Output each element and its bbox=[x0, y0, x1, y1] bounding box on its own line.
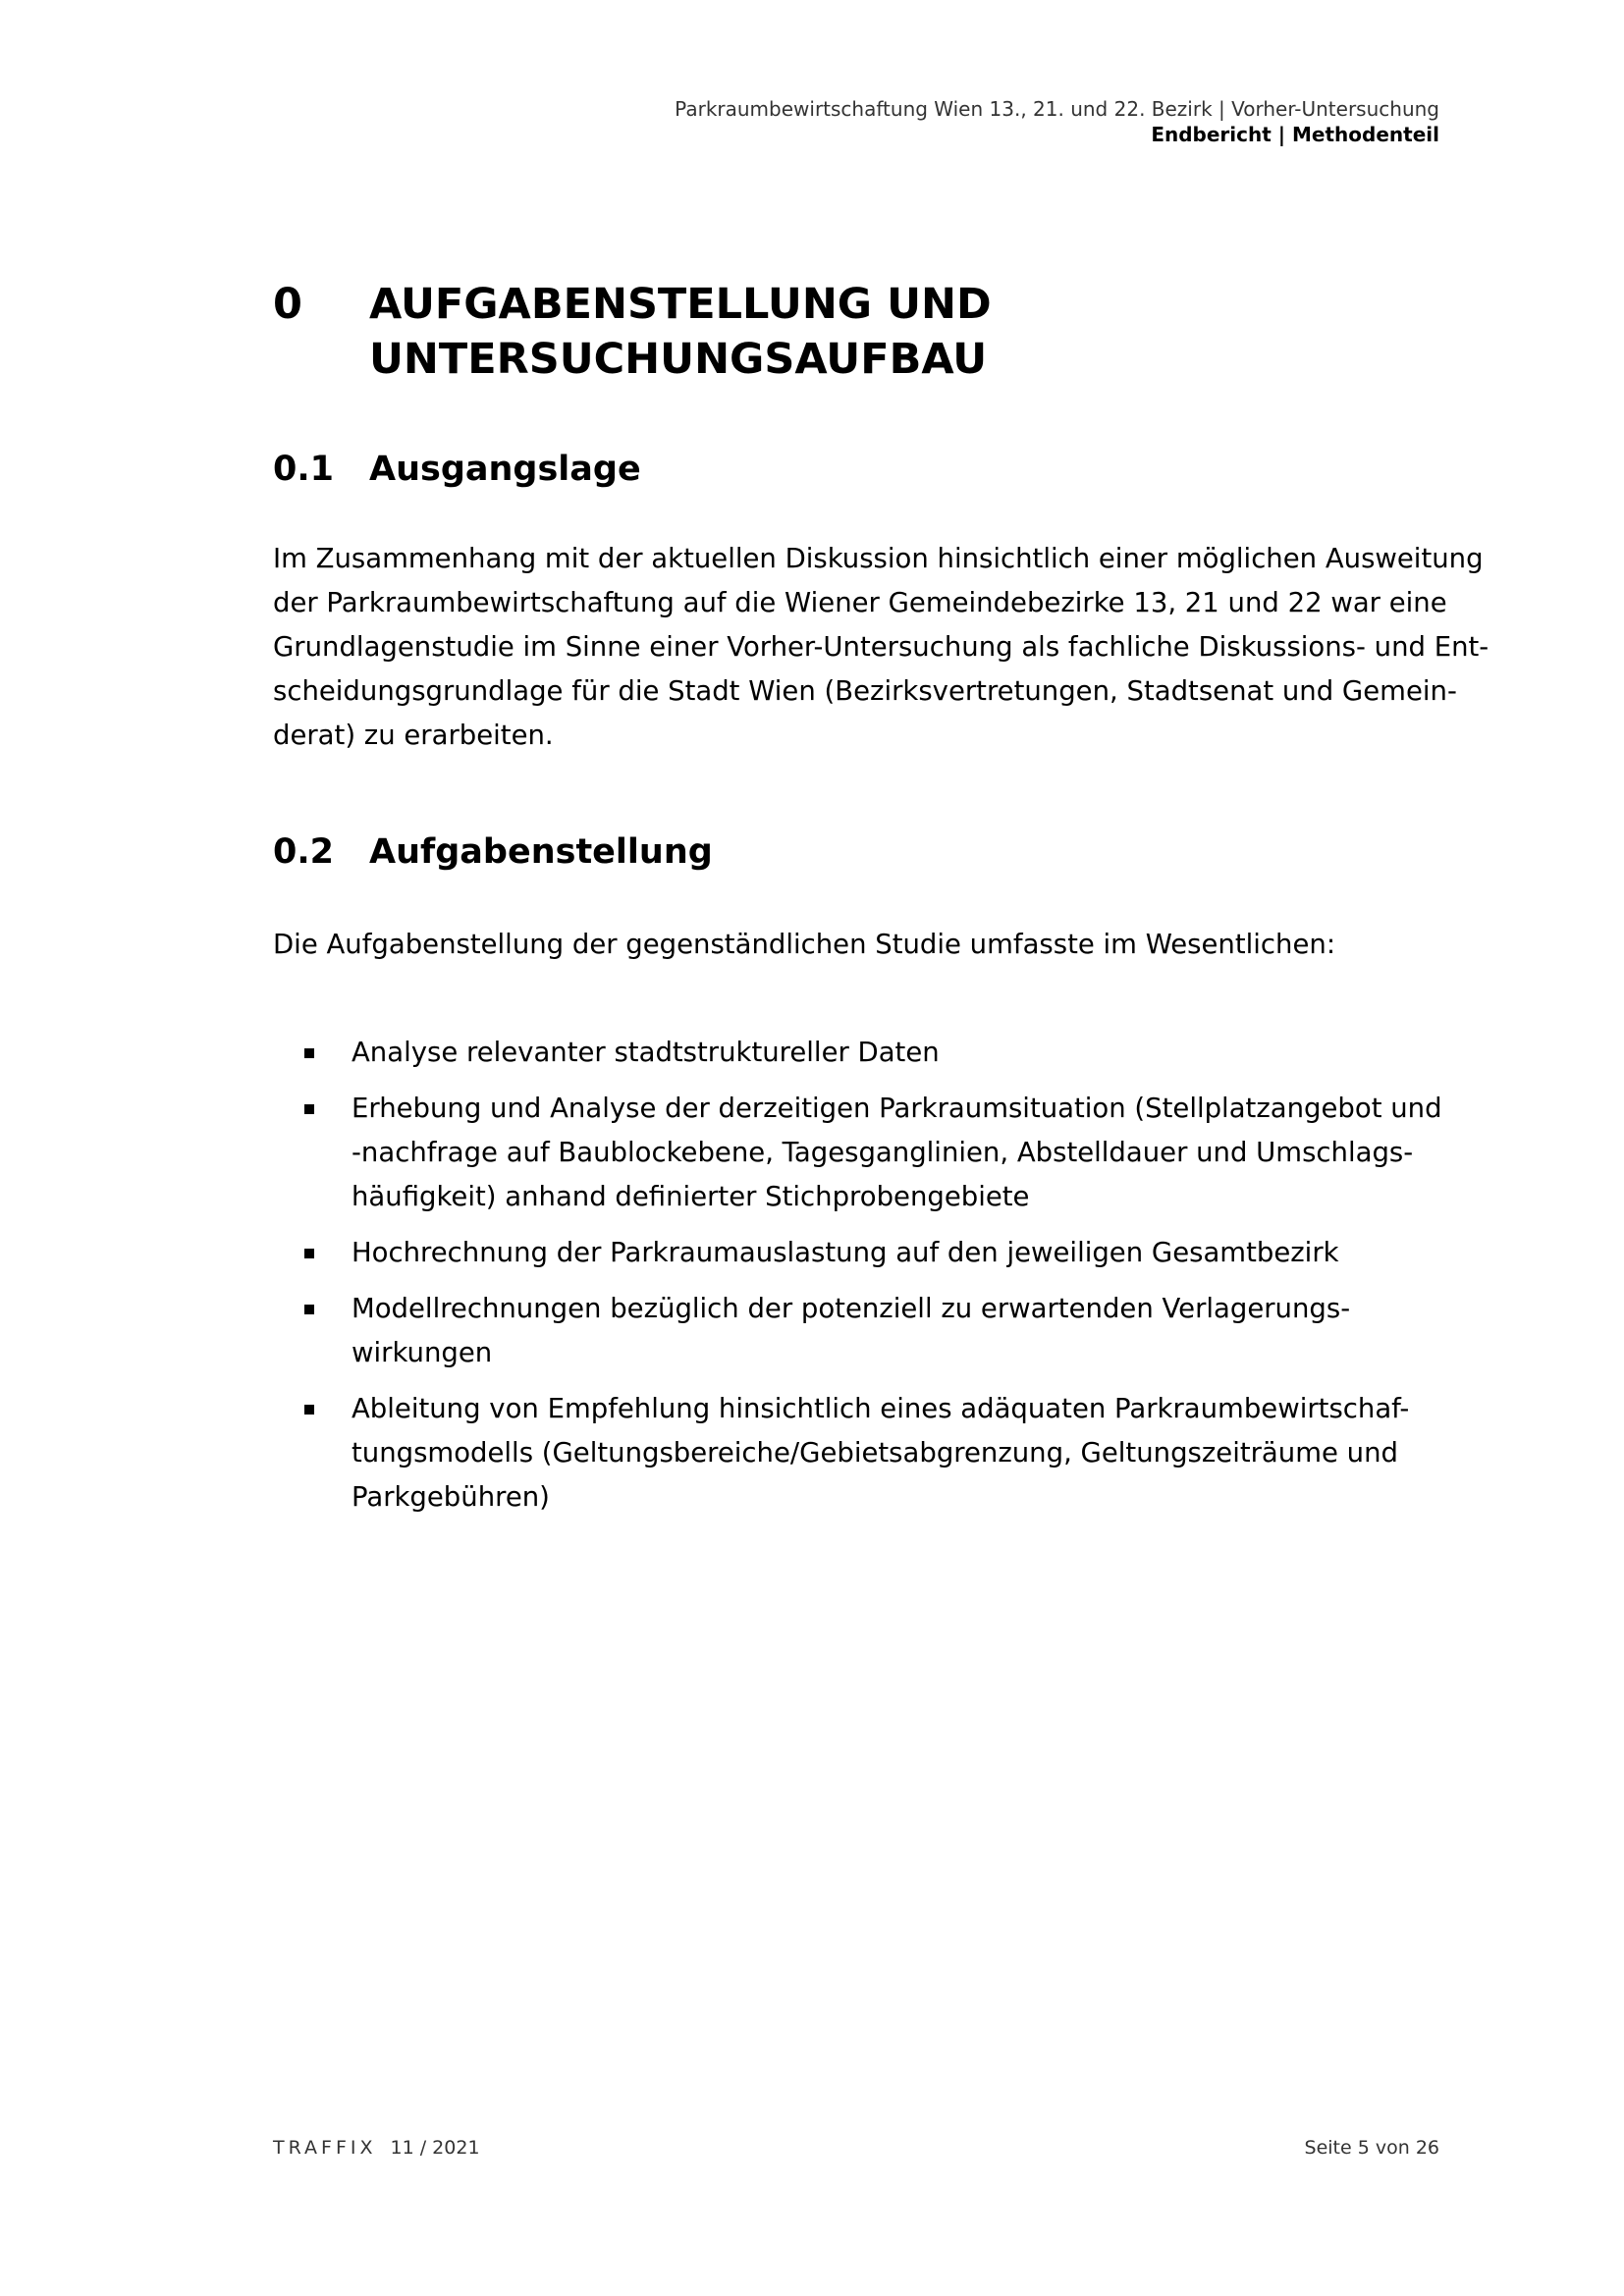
footer-date: 11 / 2021 bbox=[390, 2137, 480, 2159]
list-item-line: Hochrechnung der Parkraumauslastung auf den jeweiligen Gesamtbezirk bbox=[352, 1237, 1339, 1268]
section-title: Aufgabenstellung bbox=[369, 832, 713, 872]
list-item-line: Analyse relevanter stadtstruktureller Daten bbox=[352, 1037, 940, 1068]
list-item-line: Ableitung von Empfehlung hinsichtlich eines adäquaten Parkraumbewirtschaf- bbox=[352, 1393, 1410, 1424]
list-item-line: Erhebung und Analyse der derzeitigen Parkraumsituation (Stellplatzangebot und bbox=[352, 1093, 1442, 1124]
footer-brand: TRAFFIX bbox=[273, 2137, 377, 2159]
list-item-line: tungsmodells (Geltungsbereiche/Gebietsabgrenzung, Geltungszeiträume und bbox=[352, 1437, 1398, 1468]
paragraph-line: Grundlagenstudie im Sinne einer Vorher-Untersuchung als fachliche Diskussions- und Ent- bbox=[273, 631, 1489, 663]
aufgabenstellung-intro bbox=[273, 923, 1441, 967]
section-number: 0.2 bbox=[273, 832, 335, 872]
list-item bbox=[273, 1087, 1441, 1219]
paragraph-line: derat) zu erarbeiten. bbox=[273, 720, 554, 751]
section-number: 0.1 bbox=[273, 450, 335, 489]
intro-line: Die Aufgabenstellung der gegenständlichen Studie umfasste im Wesentlichen: bbox=[273, 929, 1336, 960]
section-title: Ausgangslage bbox=[369, 450, 641, 489]
ausgangslage-paragraph bbox=[273, 537, 1489, 758]
list-item-line: wirkungen bbox=[352, 1337, 493, 1368]
list-item-line: Parkgebühren) bbox=[352, 1481, 550, 1513]
list-item bbox=[273, 1287, 1441, 1375]
list-item bbox=[273, 1387, 1441, 1520]
square-bullet-icon bbox=[304, 1405, 314, 1415]
chapter-title: AUFGABENSTELLUNG UND UNTERSUCHUNGSAUFBAU bbox=[369, 280, 992, 384]
page-number: Seite 5 von 26 bbox=[1304, 2137, 1439, 2159]
paragraph-line: scheidungsgrundlage für die Stadt Wien (Bezirksvertretungen, Stadtsenat und Gemein- bbox=[273, 675, 1457, 707]
square-bullet-icon bbox=[304, 1104, 314, 1114]
chapter-number: 0 bbox=[273, 280, 302, 329]
list-item bbox=[273, 1031, 1441, 1075]
square-bullet-icon bbox=[304, 1249, 314, 1258]
header-report-title: Parkraumbewirtschaftung Wien 13., 21. und 22. Bezirk | Vorher-Untersuchung bbox=[675, 97, 1439, 121]
list-item-line: -nachfrage auf Baublockebene, Tagesganglinien, Abstelldauer und Umschlags- bbox=[352, 1137, 1414, 1168]
header-report-part: Endbericht | Methodenteil bbox=[1151, 123, 1439, 146]
paragraph-line: der Parkraumbewirtschaftung auf die Wiener Gemeindebezirke 13, 21 und 22 war eine bbox=[273, 587, 1447, 618]
list-item-line: häufigkeit) anhand definierter Stichprobengebiete bbox=[352, 1181, 1030, 1212]
page-header bbox=[675, 96, 1439, 147]
task-bullet-list bbox=[273, 1031, 1441, 1531]
square-bullet-icon bbox=[304, 1305, 314, 1314]
square-bullet-icon bbox=[304, 1048, 314, 1058]
list-item-line: Modellrechnungen bezüglich der potenziell zu erwartenden Verlagerungs- bbox=[352, 1293, 1351, 1324]
paragraph-line: Im Zusammenhang mit der aktuellen Diskussion hinsichtlich einer möglichen Ausweitung bbox=[273, 543, 1484, 574]
list-item bbox=[273, 1231, 1441, 1275]
page-footer-left bbox=[273, 2135, 480, 2161]
